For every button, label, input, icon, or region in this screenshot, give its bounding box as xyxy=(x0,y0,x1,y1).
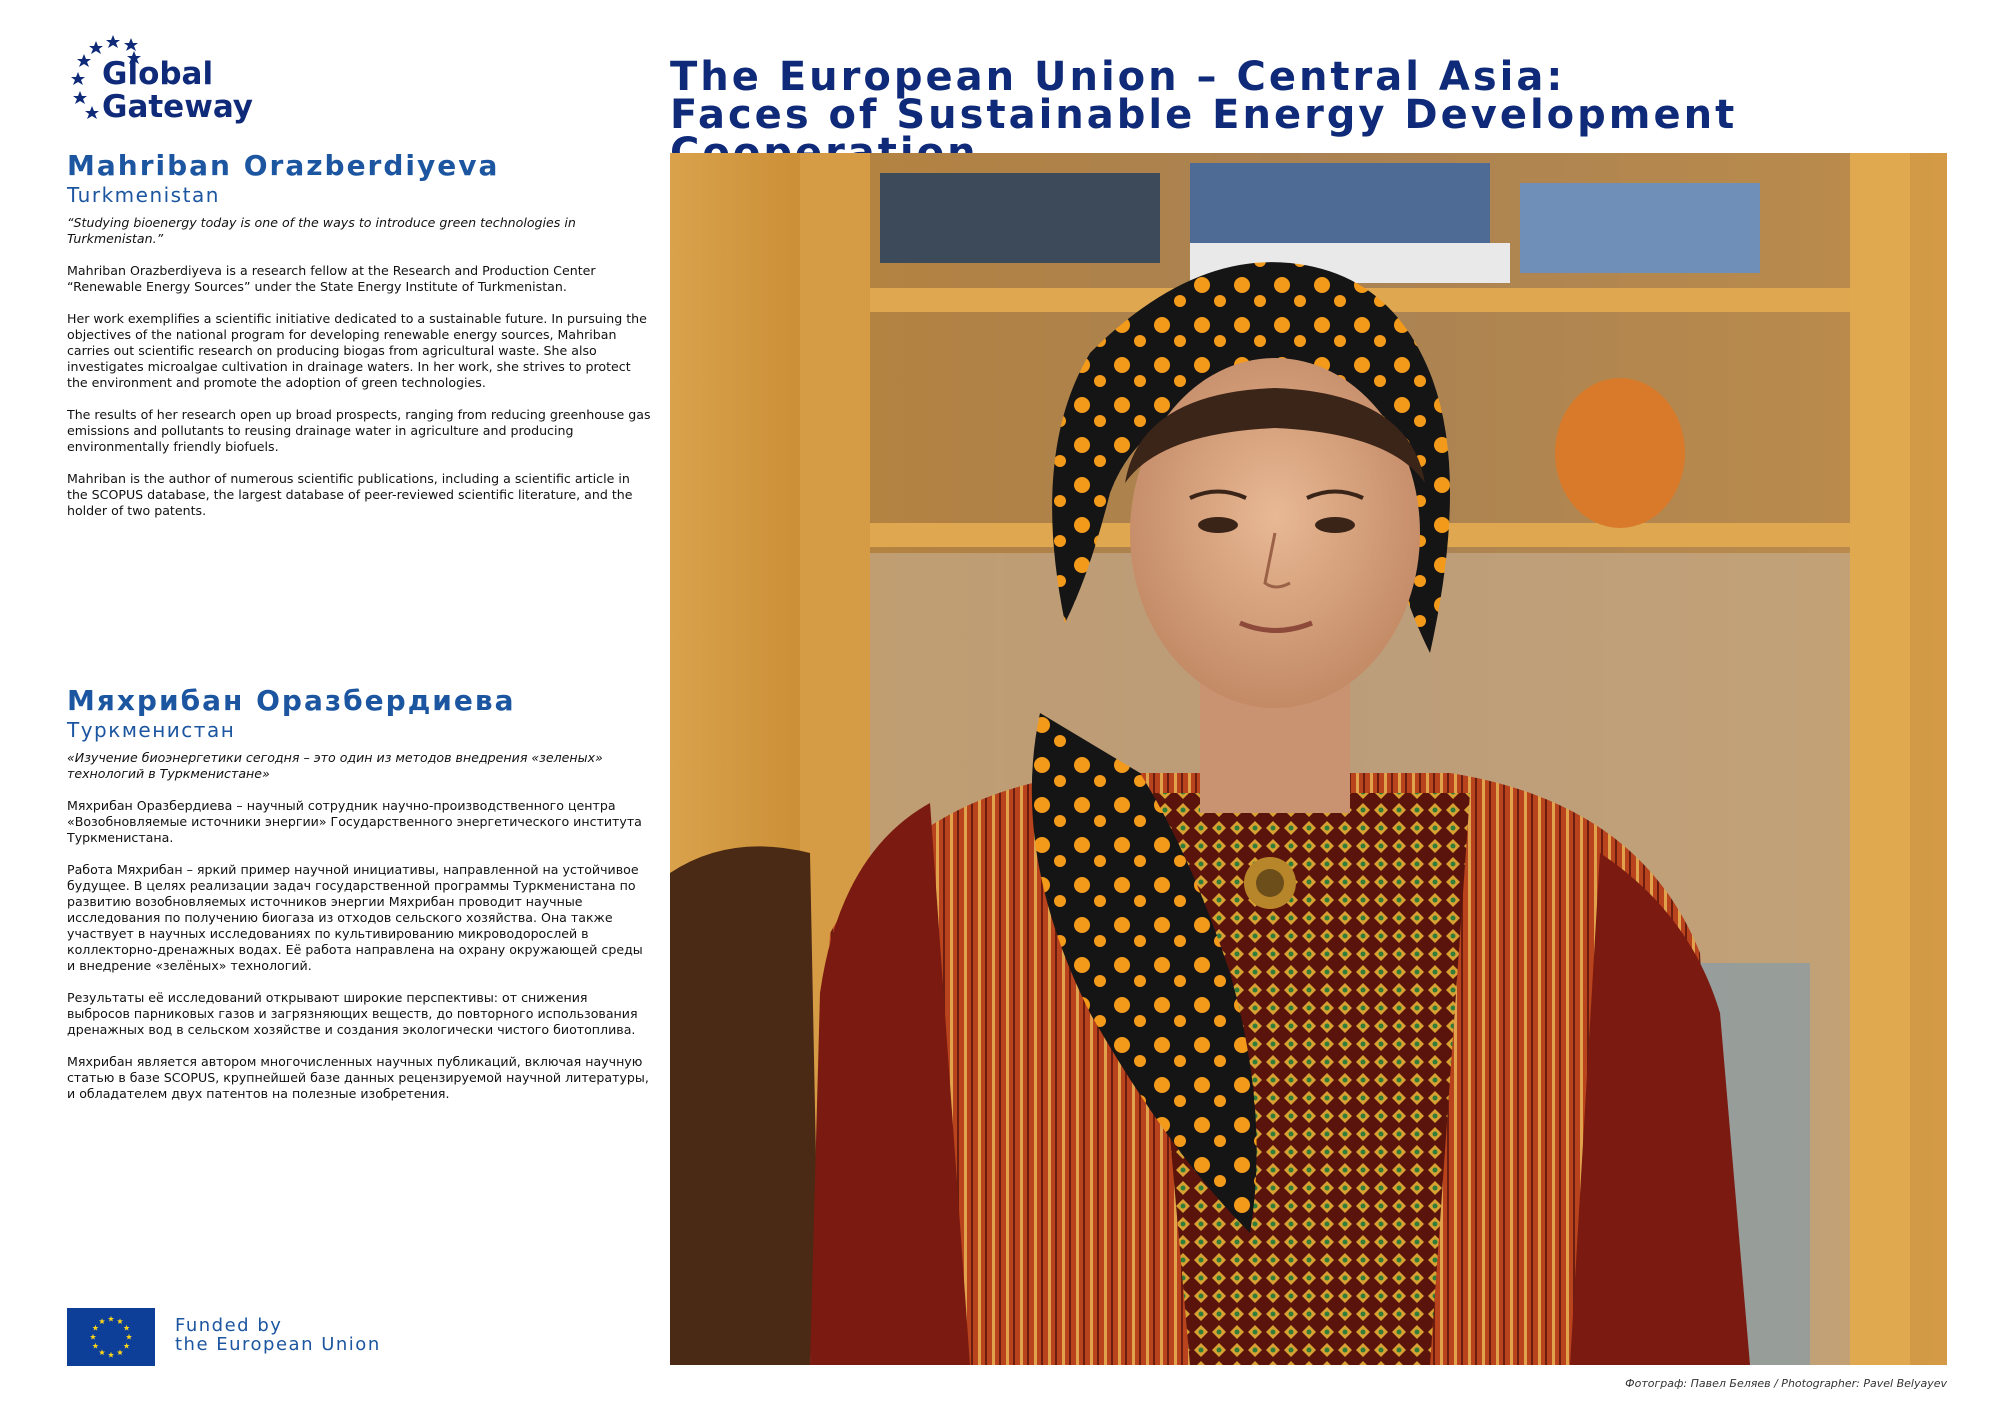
paragraph: Работа Мяхрибан – яркий пример научной инициативы, направленной на устойчивое будущее. В целях реализации задач государственной программы Туркменистана по развитию возобновляемых источников энергии Мяхрибан проводит научные исследования по получению биогаза из отходов сельского хозяйства. Она также участвует в научных исследованиях по культивированию микроводорослей в коллекторно-дренажных водах. Её работа направлена на охрану окружающей среды и внедрение «зелёных» технологий. xyxy=(67,862,643,973)
paragraph: Мяхрибан является автором многочисленных научных публикаций, включая научную статью в базе SCOPUS, крупнейшей базе данных рецензируемой научной литературы, и обладателем двух патентов на полезные изобретения. xyxy=(67,1054,649,1101)
funded-line-1: Funded by xyxy=(175,1315,283,1336)
person-name-ru: Мяхрибан Оразбердиева xyxy=(67,684,516,717)
paragraph: Mahriban Orazberdiyeva is a research fellow at the Research and Production Center “Renewable Energy Sources” under the State Energy Institute of Turkmenistan. xyxy=(67,263,596,294)
english-bio xyxy=(67,150,652,519)
paragraph: Мяхрибан Оразбердиева – научный сотрудник научно-производственного центра «Возобновляемые источники энергии» Государственного энергетического института Туркменистана. xyxy=(67,798,642,845)
portrait-photo xyxy=(670,153,1947,1365)
quote-ru: «Изучение биоэнергетики сегодня – это один из методов внедрения «зеленых» технологий в Туркменистане» xyxy=(67,750,603,781)
logo-line-2: Gateway xyxy=(102,89,254,125)
global-gateway-wordmark xyxy=(102,58,253,124)
russian-bio xyxy=(67,685,652,1102)
funded-by-eu xyxy=(175,1316,381,1354)
title-line-1: The European Union – Central Asia: xyxy=(670,54,1566,100)
funded-line-2: the European Union xyxy=(175,1334,381,1355)
eu-flag-icon xyxy=(67,1308,155,1366)
country-en: Turkmenistan xyxy=(67,183,220,207)
paragraph: The results of her research open up broad prospects, ranging from reducing greenhouse gas emissions and pollutants to reusing drainage water in agriculture and producing environmentally friendly biofuels. xyxy=(67,407,651,454)
person-name-en: Mahriban Orazberdiyeva xyxy=(67,149,500,182)
logo-line-1: Global xyxy=(102,56,214,92)
title-line-2: Faces of Sustainable Energy Development xyxy=(670,92,1738,138)
country-ru: Туркменистан xyxy=(67,718,236,742)
paragraph: Her work exemplifies a scientific initiative dedicated to a sustainable future. In pursuing the objectives of the national program for developing renewable energy sources, Mahriban carries out scientific research on producing biogas from agricultural waste. She also investigates microalgae cultivation in drainage waters. In her work, she strives to protect the environment and promote the adoption of green technologies. xyxy=(67,311,647,390)
quote-en: “Studying bioenergy today is one of the ways to introduce green technologies in Turkmenistan.” xyxy=(67,215,576,246)
paragraph: Результаты её исследований открывают широкие перспективы: от снижения выбросов парниковых газов и загрязняющих веществ, до повторного использования дренажных вод в сельском хозяйстве и создания экологически чистого биотоплива. xyxy=(67,990,638,1037)
global-gateway-logo xyxy=(62,30,262,140)
paragraph: Mahriban is the author of numerous scientific publications, including a scientific article in the SCOPUS database, the largest database of peer-reviewed scientific literature, and the holder of two patents. xyxy=(67,471,633,518)
photo-credit: Фотограф: Павел Беляев / Photographer: Pavel Belyayev xyxy=(1625,1377,1947,1390)
